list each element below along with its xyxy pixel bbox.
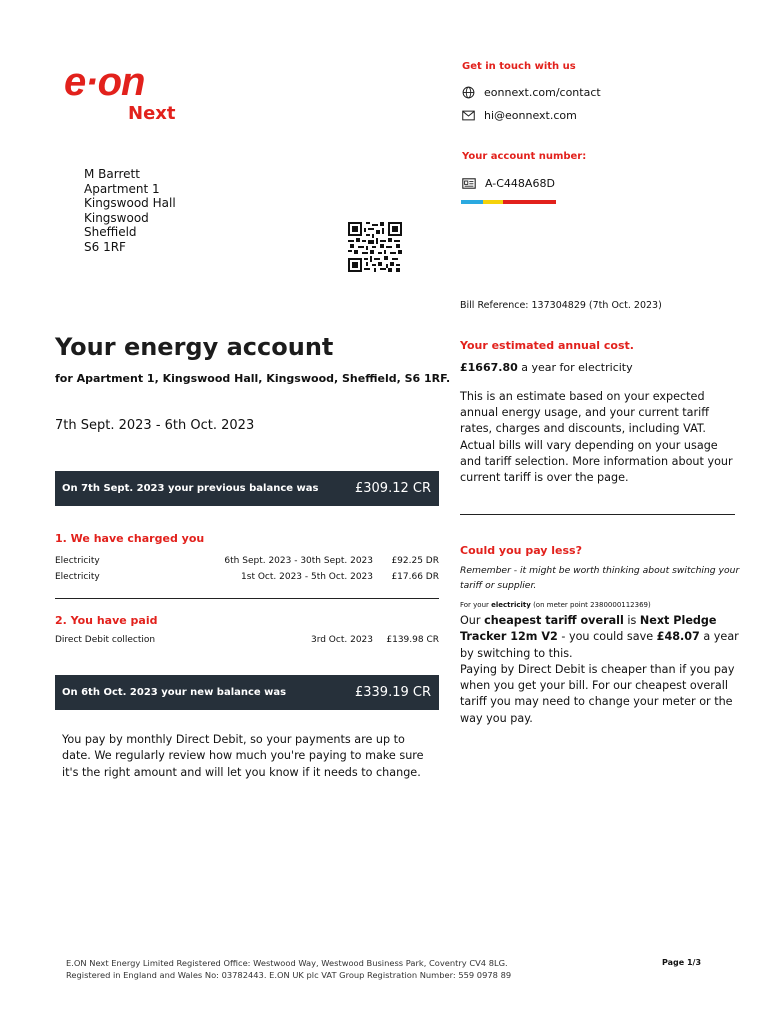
estimate-explanation: This is an estimate based on your expected annual energy usage, and your current tariff rates, charges and discounts, including VAT. Actual bills will vary depending on your usage and tariff selection. More information about your current tariff is over the page.: [460, 390, 733, 485]
tariff-name: Next Pledge Tracker 12m V2: [460, 614, 717, 644]
previous-balance-label: On 7th Sept. 2023 your previous balance was: [62, 483, 319, 494]
meter-suffix: (on meter point 2380000112369): [530, 601, 651, 609]
contact-heading: Get in touch with us: [462, 61, 576, 72]
previous-balance-amount: £309.12 CR: [354, 481, 431, 496]
contact-email[interactable]: [462, 109, 577, 122]
tariff-text: is: [623, 614, 640, 627]
property-address: for Apartment 1, Kingswood Hall, Kingswood, Sheffield, S6 1RF.: [55, 372, 451, 385]
meter-fuel: electricity: [491, 601, 531, 609]
tariff-text: Our: [460, 614, 485, 627]
paid-heading: 2. You have paid: [55, 614, 158, 627]
estimated-cost-heading: Your estimated annual cost.: [460, 339, 634, 352]
table-row: [55, 635, 439, 645]
tariff-text: - you could save: [557, 630, 657, 644]
saving-amount: £48.07: [656, 630, 700, 644]
table-row: [55, 556, 439, 566]
table-row: [55, 572, 439, 582]
row-description: Electricity: [55, 572, 100, 582]
new-balance-bar: [55, 675, 439, 710]
previous-balance-bar: [55, 471, 439, 506]
strip-yellow: [483, 200, 503, 204]
billing-period: 7th Sept. 2023 - 6th Oct. 2023: [55, 418, 255, 433]
meter-point-line: [460, 601, 651, 609]
row-amount: £17.66 DR: [391, 572, 439, 582]
row-amount: £92.25 DR: [391, 556, 439, 566]
postal-address: [84, 167, 176, 255]
brand-color-strip: [461, 200, 556, 204]
eon-next-wordmark: Next: [128, 103, 176, 124]
tariff-text-bold: cheapest tariff overall: [484, 614, 624, 627]
eon-logo: e·on: [64, 60, 145, 104]
footer-line: Registered in England and Wales No: 03782443. E.ON UK plc VAT Group Registration Number: 559 0978 89: [66, 969, 512, 980]
footer-legal: [66, 958, 511, 981]
account-number-heading: Your account number:: [462, 151, 587, 162]
globe-icon: [462, 86, 475, 99]
address-line: M Barrett: [84, 167, 140, 181]
address-line: Kingswood Hall: [84, 196, 176, 211]
estimated-cost: [460, 361, 633, 374]
bill-reference: Bill Reference: 137304829 (7th Oct. 2023): [460, 300, 662, 311]
row-description: Electricity: [55, 556, 100, 566]
row-dates: 3rd Oct. 2023: [310, 635, 373, 645]
meter-prefix: For your: [460, 601, 492, 609]
row-amount: £139.98 CR: [386, 635, 439, 645]
footer-line: E.ON Next Energy Limited Registered Office: Westwood Way, Westwood Business Park, Coventry CV4 8LG.: [66, 958, 508, 968]
new-balance-label: On 6th Oct. 2023 your new balance was: [62, 687, 287, 698]
new-balance-amount: £339.19 CR: [354, 685, 431, 700]
direct-debit-note: You pay by monthly Direct Debit, so your payments are up to date. We regularly review how much you're paying to make sure it's the right amount and will let you know if it needs to change.: [62, 733, 424, 779]
address-line: S6 1RF: [84, 239, 126, 254]
account-number: [462, 177, 555, 190]
divider: [460, 514, 735, 515]
strip-blue: [461, 200, 483, 204]
estimated-cost-suffix: a year for electricity: [517, 361, 633, 374]
website-link[interactable]: eonnext.com/contact: [484, 86, 601, 99]
row-description: Direct Debit collection: [55, 635, 156, 645]
pay-less-heading: Could you pay less?: [460, 544, 582, 557]
account-number-value: A-C448A68D: [485, 177, 555, 190]
qr-code: [348, 222, 402, 272]
address-line: Sheffield: [84, 225, 137, 240]
id-card-icon: [462, 178, 476, 189]
direct-debit-advice: Paying by Direct Debit is cheaper than if you pay when you get your bill. For our cheapest overall tariff you may need to change your meter or the way you pay.: [460, 662, 735, 725]
page-title: Your energy account: [55, 333, 334, 361]
cheapest-tariff-info: [460, 613, 742, 727]
email-link[interactable]: hi@eonnext.com: [484, 109, 577, 122]
estimated-cost-value: £1667.80: [460, 361, 518, 374]
row-dates: 6th Sept. 2023 - 30th Sept. 2023: [224, 556, 373, 566]
contact-website[interactable]: [462, 86, 601, 99]
address-line: Apartment 1: [84, 181, 160, 196]
divider: [55, 598, 439, 599]
envelope-icon: [462, 110, 475, 121]
address-line: Kingswood: [84, 210, 149, 225]
switching-reminder: Remember - it might be worth thinking about switching your tariff or supplier.: [460, 565, 740, 591]
page-number: Page 1/3: [662, 958, 702, 967]
row-dates: 1st Oct. 2023 - 5th Oct. 2023: [241, 572, 373, 582]
tariff-text: a year by switching to this.: [460, 630, 739, 660]
strip-red: [503, 200, 556, 204]
charged-heading: 1. We have charged you: [55, 532, 205, 545]
